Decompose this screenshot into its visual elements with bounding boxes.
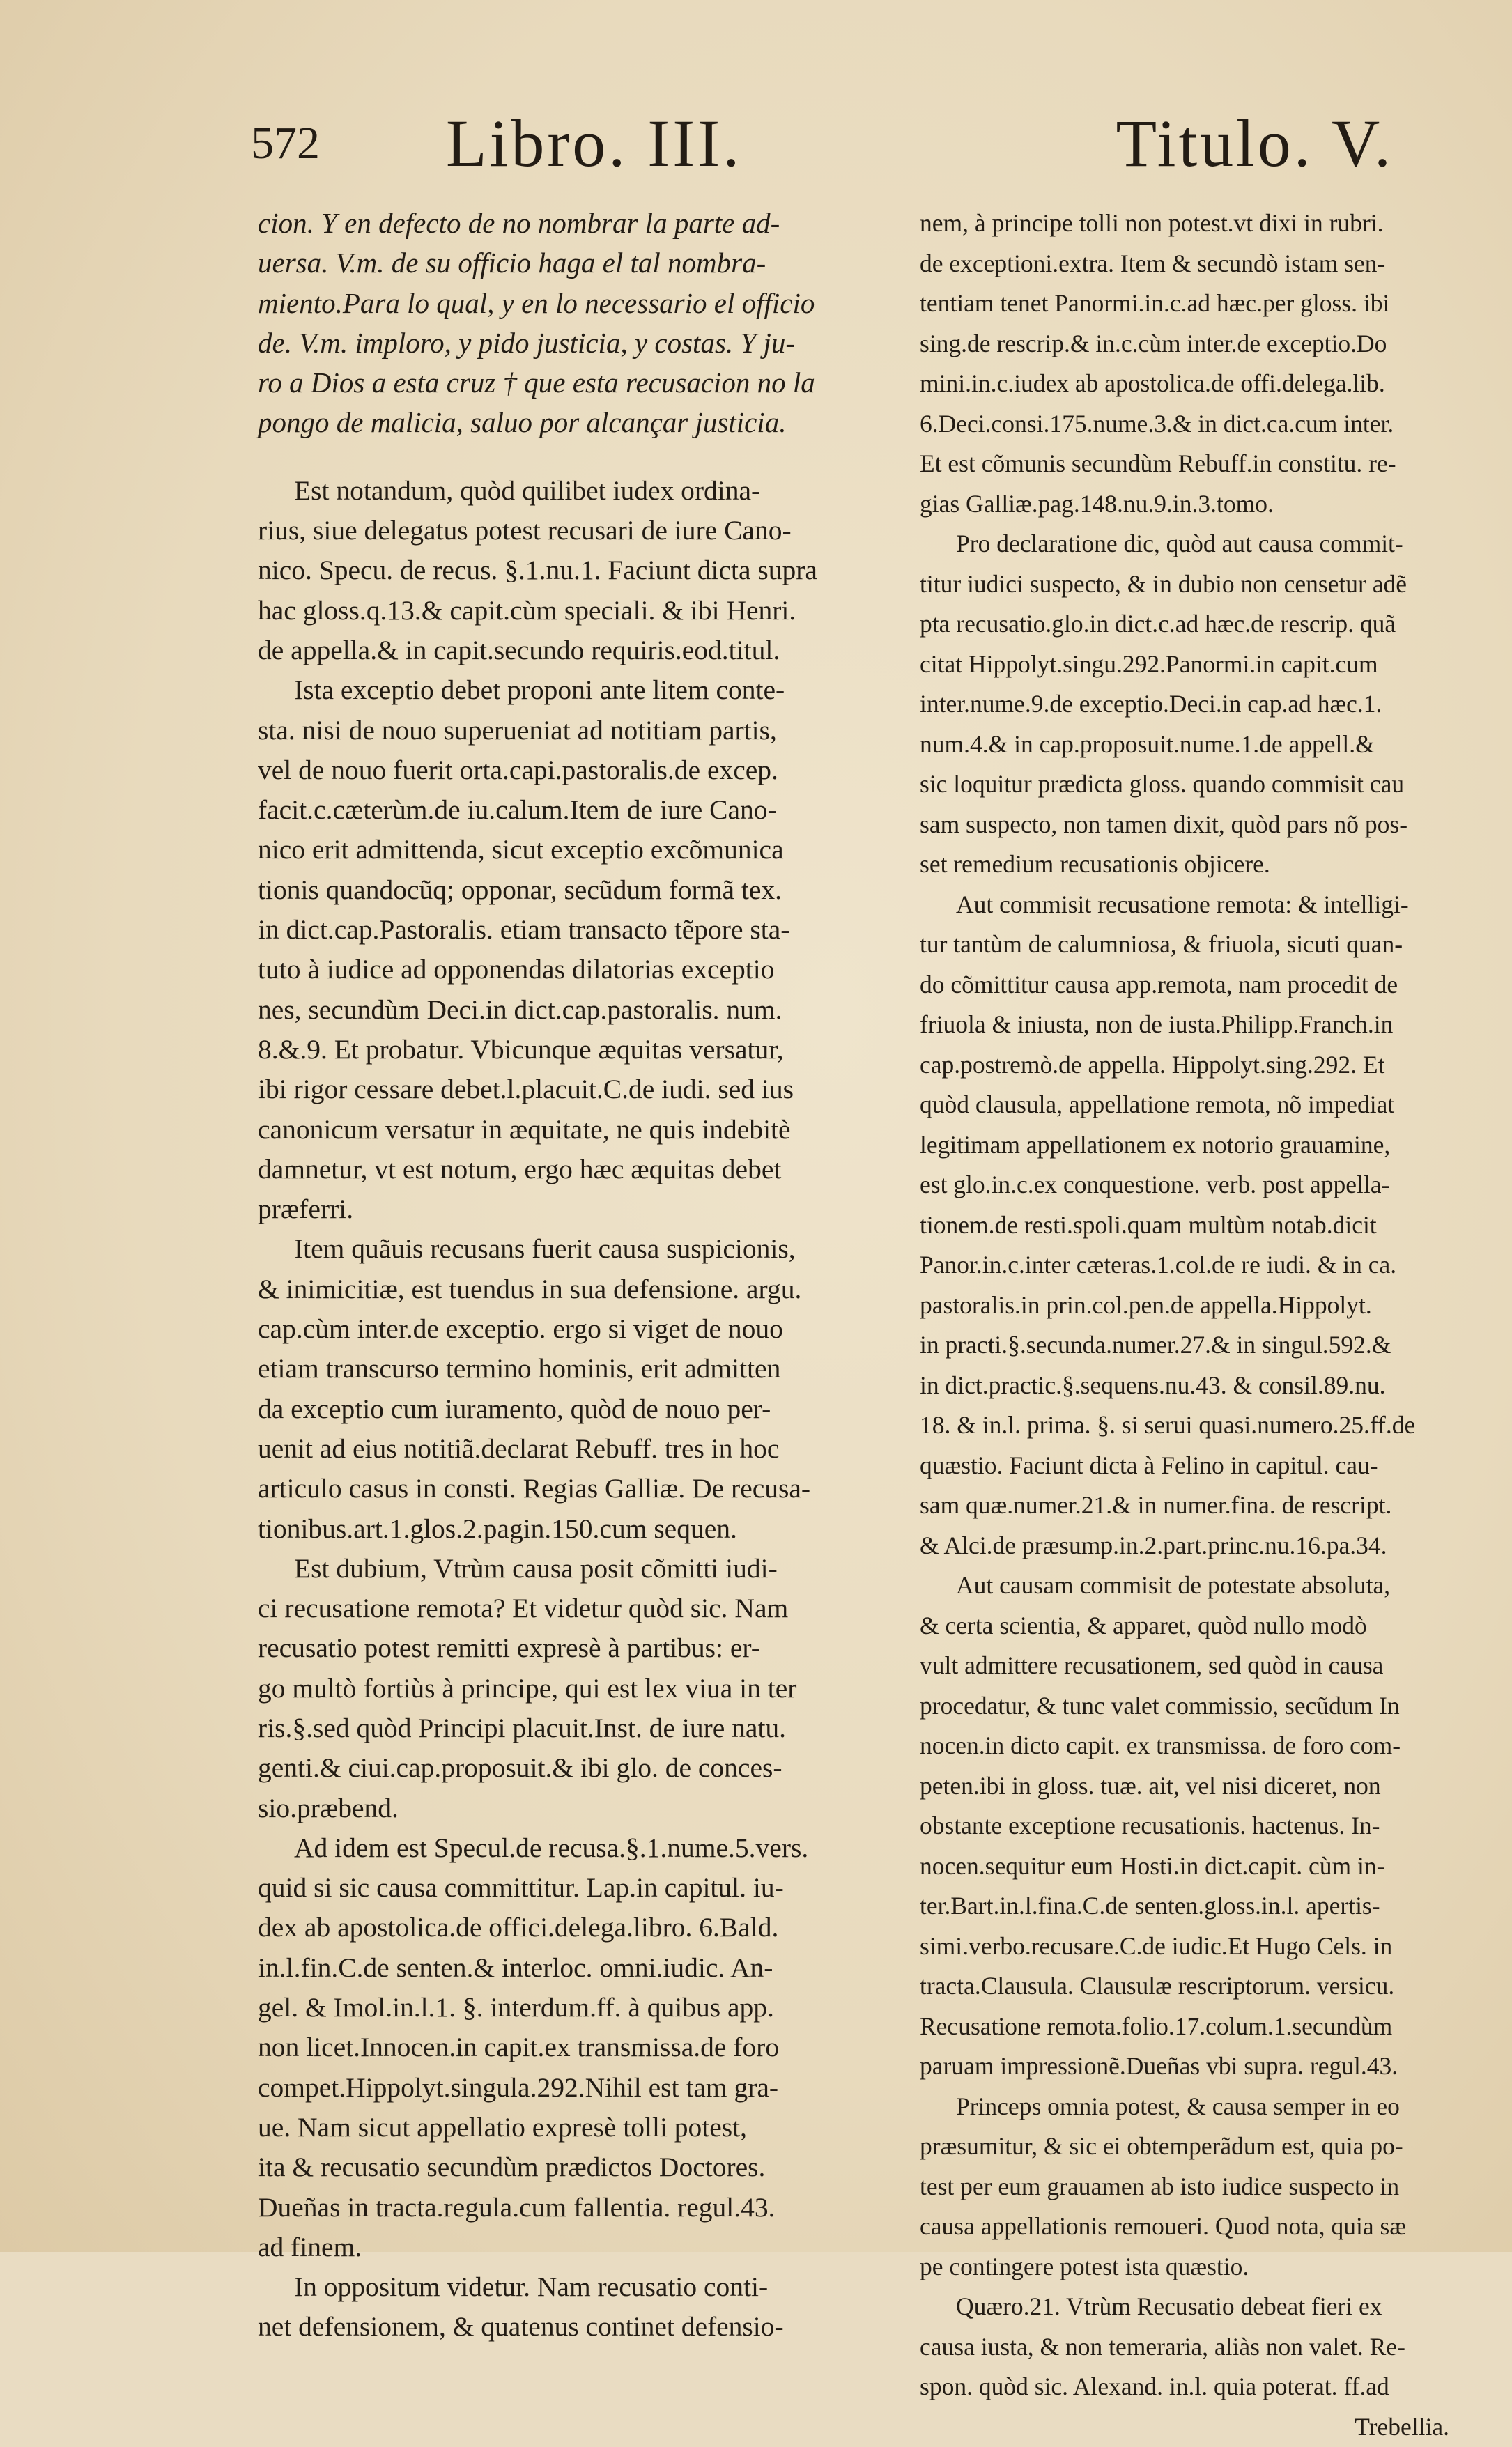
text-line: Quæro.21. Vtrùm Recusatio debeat fieri ex [920, 2287, 1449, 2327]
text-line: citat Hippolyt.singu.292.Panormi.in capit.cum [920, 644, 1449, 685]
text-line: tentiam tenet Panormi.in.c.ad hæc.per gloss. ibi [920, 284, 1449, 324]
text-line: tracta.Clausula. Clausulæ rescriptorum. versicu. [920, 1966, 1449, 2007]
text-line: ro a Dios a esta cruz † que esta recusacion no la [258, 363, 857, 403]
right-text-column [920, 203, 1449, 2447]
text-line: ci recusatione remota? Et videtur quòd sic. Nam [258, 1589, 857, 1628]
folio-number: 572 [251, 117, 320, 170]
text-line: paruam impressionẽ.Dueñas vbi supra. regul.43. [920, 2046, 1449, 2087]
text-line: tionem.de resti.spoli.quam multùm notab.dicit [920, 1205, 1449, 1246]
text-line: quæstio. Faciunt dicta à Felino in capitul. cau- [920, 1446, 1449, 1486]
text-line: damnetur, vt est notum, ergo hæc æquitas debet [258, 1150, 857, 1189]
text-line: sam suspecto, non tamen dixit, quòd pars nõ pos- [920, 805, 1449, 845]
text-line: non licet.Innocen.in capit.ex transmissa.de foro [258, 2028, 857, 2067]
running-head-book: Libro. III. [446, 105, 742, 182]
text-line: præferri. [258, 1189, 857, 1229]
text-line: Aut causam commisit de potestate absoluta, [920, 1566, 1449, 1606]
text-line: ris.§.sed quòd Principi placuit.Inst. de iure natu. [258, 1708, 857, 1748]
text-line: compet.Hippolyt.singula.292.Nihil est tam gra- [258, 2068, 857, 2108]
text-line: Recusatione remota.folio.17.colum.1.secundùm [920, 2007, 1449, 2047]
text-line: nocen.sequitur eum Hosti.in dict.capit. cùm in- [920, 1846, 1449, 1887]
text-line: genti.& ciui.cap.proposuit.& ibi glo. de conces- [258, 1748, 857, 1788]
text-line: obstante exceptione recusationis. hactenus. In- [920, 1806, 1449, 1846]
text-line: sio.præbend. [258, 1789, 857, 1828]
text-line: canonicum versatur in æquitate, ne quis indebitè [258, 1110, 857, 1150]
text-line: gias Galliæ.pag.148.nu.9.in.3.tomo. [920, 484, 1449, 525]
text-line: pe contingere potest ista quæstio. [920, 2247, 1449, 2287]
text-line: sam quæ.numer.21.& in numer.fina. de rescript. [920, 1485, 1449, 1526]
text-line: gel. & Imol.in.l.1. §. interdum.ff. à quibus app. [258, 1988, 857, 2028]
text-line: friuola & iniusta, non de iusta.Philipp.Franch.in [920, 1005, 1449, 1045]
text-line: peten.ibi in gloss. tuæ. ait, vel nisi diceret, non [920, 1766, 1449, 1807]
text-line: uenit ad eius notitiã.declarat Rebuff. tres in hoc [258, 1429, 857, 1469]
text-line: 6.Deci.consi.175.nume.3.& in dict.ca.cum inter. [920, 404, 1449, 445]
text-line: articulo casus in consti. Regias Galliæ. De recusa- [258, 1469, 857, 1508]
text-line: nico erit admittenda, sicut exceptio excõmunica [258, 830, 857, 870]
text-line: tionis quandocũq; opponar, secũdum formã tex. [258, 870, 857, 910]
running-head-title: Titulo. V. [1116, 105, 1394, 182]
text-line: & Alci.de præsump.in.2.part.princ.nu.16.pa.34. [920, 1526, 1449, 1566]
text-line: nico. Specu. de recus. §.1.nu.1. Faciunt dicta supra [258, 550, 857, 590]
text-line: pta recusatio.glo.in dict.c.ad hæc.de rescrip. quã [920, 604, 1449, 644]
text-line: hac gloss.q.13.& capit.cùm speciali. & ibi Henri. [258, 591, 857, 631]
text-line: Pro declaratione dic, quòd aut causa commit- [920, 524, 1449, 564]
text-line: & certa scientia, & apparet, quòd nullo modò [920, 1606, 1449, 1646]
text-line: 8.&.9. Et probatur. Vbicunque æquitas versatur, [258, 1030, 857, 1070]
text-line: Princeps omnia potest, & causa semper in eo [920, 2087, 1449, 2127]
text-line: causa iusta, & non temeraria, aliàs non valet. Re- [920, 2327, 1449, 2368]
text-line: de appella.& in capit.secundo requiris.eod.titul. [258, 631, 857, 670]
text-line: Est notandum, quòd quilibet iudex ordina- [258, 471, 857, 511]
text-line: net defensionem, & quatenus continet defensio- [258, 2307, 857, 2347]
text-line: Ista exceptio debet proponi ante litem conte- [258, 670, 857, 710]
text-line: Et est cõmunis secundùm Rebuff.in constitu. re- [920, 444, 1449, 484]
text-line: sing.de rescrip.& in.c.cùm inter.de exceptio.Do [920, 324, 1449, 364]
text-line: tionibus.art.1.glos.2.pagin.150.cum sequen. [258, 1509, 857, 1549]
text-line: cion. Y en defecto de no nombrar la parte ad- [258, 203, 857, 243]
text-line: ter.Bart.in.l.fina.C.de senten.gloss.in.l. apertis- [920, 1886, 1449, 1927]
text-line: legitimam appellationem ex notorio grauamine, [920, 1125, 1449, 1166]
text-line: est glo.in.c.ex conquestione. verb. post appella- [920, 1165, 1449, 1205]
text-line: in practi.§.secunda.numer.27.& in singul.592.& [920, 1325, 1449, 1366]
text-line: ue. Nam sicut appellatio expresè tolli potest, [258, 2108, 857, 2147]
text-line: spon. quòd sic. Alexand. in.l. quia poterat. ff.ad [920, 2367, 1449, 2407]
text-line: mini.in.c.iudex ab apostolica.de offi.delega.lib. [920, 364, 1449, 404]
text-line: Dueñas in tracta.regula.cum fallentia. regul.43. [258, 2188, 857, 2228]
text-line: vult admittere recusationem, sed quòd in causa [920, 1646, 1449, 1686]
text-line: simi.verbo.recusare.C.de iudic.Et Hugo Cels. in [920, 1927, 1449, 1967]
text-line: in dict.cap.Pastoralis. etiam transacto tẽpore sta- [258, 910, 857, 950]
text-line: in dict.practic.§.sequens.nu.43. & consil.89.nu. [920, 1366, 1449, 1406]
text-line: rius, siue delegatus potest recusari de iure Cano- [258, 511, 857, 550]
text-line: in.l.fin.C.de senten.& interloc. omni.iudic. An- [258, 1948, 857, 1988]
text-line: go multò fortiùs à principe, qui est lex viua in ter [258, 1669, 857, 1708]
text-line: miento.Para lo qual, y en lo necessario el officio [258, 284, 857, 323]
text-line: Aut commisit recusatione remota: & intelligi- [920, 885, 1449, 925]
text-line: dex ab apostolica.de offici.delega.libro. 6.Bald. [258, 1908, 857, 1947]
text-line: sta. nisi de nouo superueniat ad notitiam partis, [258, 711, 857, 750]
text-line: titur iudici suspecto, & in dubio non censetur adẽ [920, 564, 1449, 605]
text-line: uersa. V.m. de su officio haga el tal nombra- [258, 243, 857, 283]
text-line: set remedium recusationis objicere. [920, 844, 1449, 885]
text-line: quid si sic causa committitur. Lap.in capitul. iu- [258, 1868, 857, 1908]
text-line: Item quãuis recusans fuerit causa suspicionis, [258, 1229, 857, 1269]
text-line: ita & recusatio secundùm prædictos Doctores. [258, 2147, 857, 2187]
text-line: nes, secundùm Deci.in dict.cap.pastoralis. num. [258, 990, 857, 1030]
text-line: cap.postremò.de appella. Hippolyt.sing.292. Et [920, 1045, 1449, 1086]
text-line: Est dubium, Vtrùm causa posit cõmitti iudi- [258, 1549, 857, 1589]
text-line: Trebellia. [920, 2407, 1449, 2447]
text-line: test per eum grauamen ab isto iudice suspecto in [920, 2167, 1449, 2207]
text-line: nem, à principe tolli non potest.vt dixi in rubri. [920, 203, 1449, 244]
text-line: pastoralis.in prin.col.pen.de appella.Hippolyt. [920, 1286, 1449, 1326]
text-line: de. V.m. imploro, y pido justicia, y costas. Y ju- [258, 323, 857, 363]
text-line: cap.cùm inter.de exceptio. ergo si viget de nouo [258, 1309, 857, 1349]
text-line: vel de nouo fuerit orta.capi.pastoralis.de excep. [258, 750, 857, 790]
text-line: In oppositum videtur. Nam recusatio conti- [258, 2267, 857, 2307]
text-line: pongo de malicia, saluo por alcançar justicia. [258, 403, 857, 442]
text-line: Ad idem est Specul.de recusa.§.1.nume.5.vers. [258, 1828, 857, 1868]
text-line: quòd clausula, appellatione remota, nõ impediat [920, 1085, 1449, 1125]
text-line: da exceptio cum iuramento, quòd de nouo per- [258, 1389, 857, 1429]
text-line: ibi rigor cessare debet.l.placuit.C.de iudi. sed ius [258, 1070, 857, 1109]
text-line: do cõmittitur causa app.remota, nam procedit de [920, 965, 1449, 1005]
text-line: tur tantùm de calumniosa, & friuola, sicuti quan- [920, 925, 1449, 965]
page-header [251, 105, 1394, 188]
text-line: sic loquitur prædicta gloss. quando commisit cau [920, 764, 1449, 805]
left-text-column [258, 203, 857, 2347]
text-line: nocen.in dicto capit. ex transmissa. de foro com- [920, 1726, 1449, 1766]
text-line: facit.c.cæterùm.de iu.calum.Item de iure Cano- [258, 790, 857, 830]
text-line: etiam transcurso termino hominis, erit admitten [258, 1349, 857, 1389]
text-line: ad finem. [258, 2228, 857, 2267]
text-line: & inimicitiæ, est tuendus in sua defensione. argu. [258, 1269, 857, 1309]
text-line: causa appellationis remoueri. Quod nota, quia sæ [920, 2207, 1449, 2247]
text-line: tuto à iudice ad opponendas dilatorias exceptio [258, 950, 857, 989]
text-line: recusatio potest remitti expresè à partibus: er- [258, 1628, 857, 1668]
text-line: Panor.in.c.inter cæteras.1.col.de re iudi. & in ca. [920, 1245, 1449, 1286]
text-line: præsumitur, & sic ei obtemperãdum est, quia po- [920, 2126, 1449, 2167]
text-line: 18. & in.l. prima. §. si serui quasi.numero.25.ff.de [920, 1405, 1449, 1446]
text-line: procedatur, & tunc valet commissio, secũdum In [920, 1686, 1449, 1727]
paragraph-gap [258, 443, 857, 471]
text-line: de exceptioni.extra. Item & secundò istam sen- [920, 244, 1449, 284]
text-line: inter.nume.9.de exceptio.Deci.in cap.ad hæc.1. [920, 684, 1449, 725]
text-line: num.4.& in cap.proposuit.nume.1.de appell.& [920, 725, 1449, 765]
